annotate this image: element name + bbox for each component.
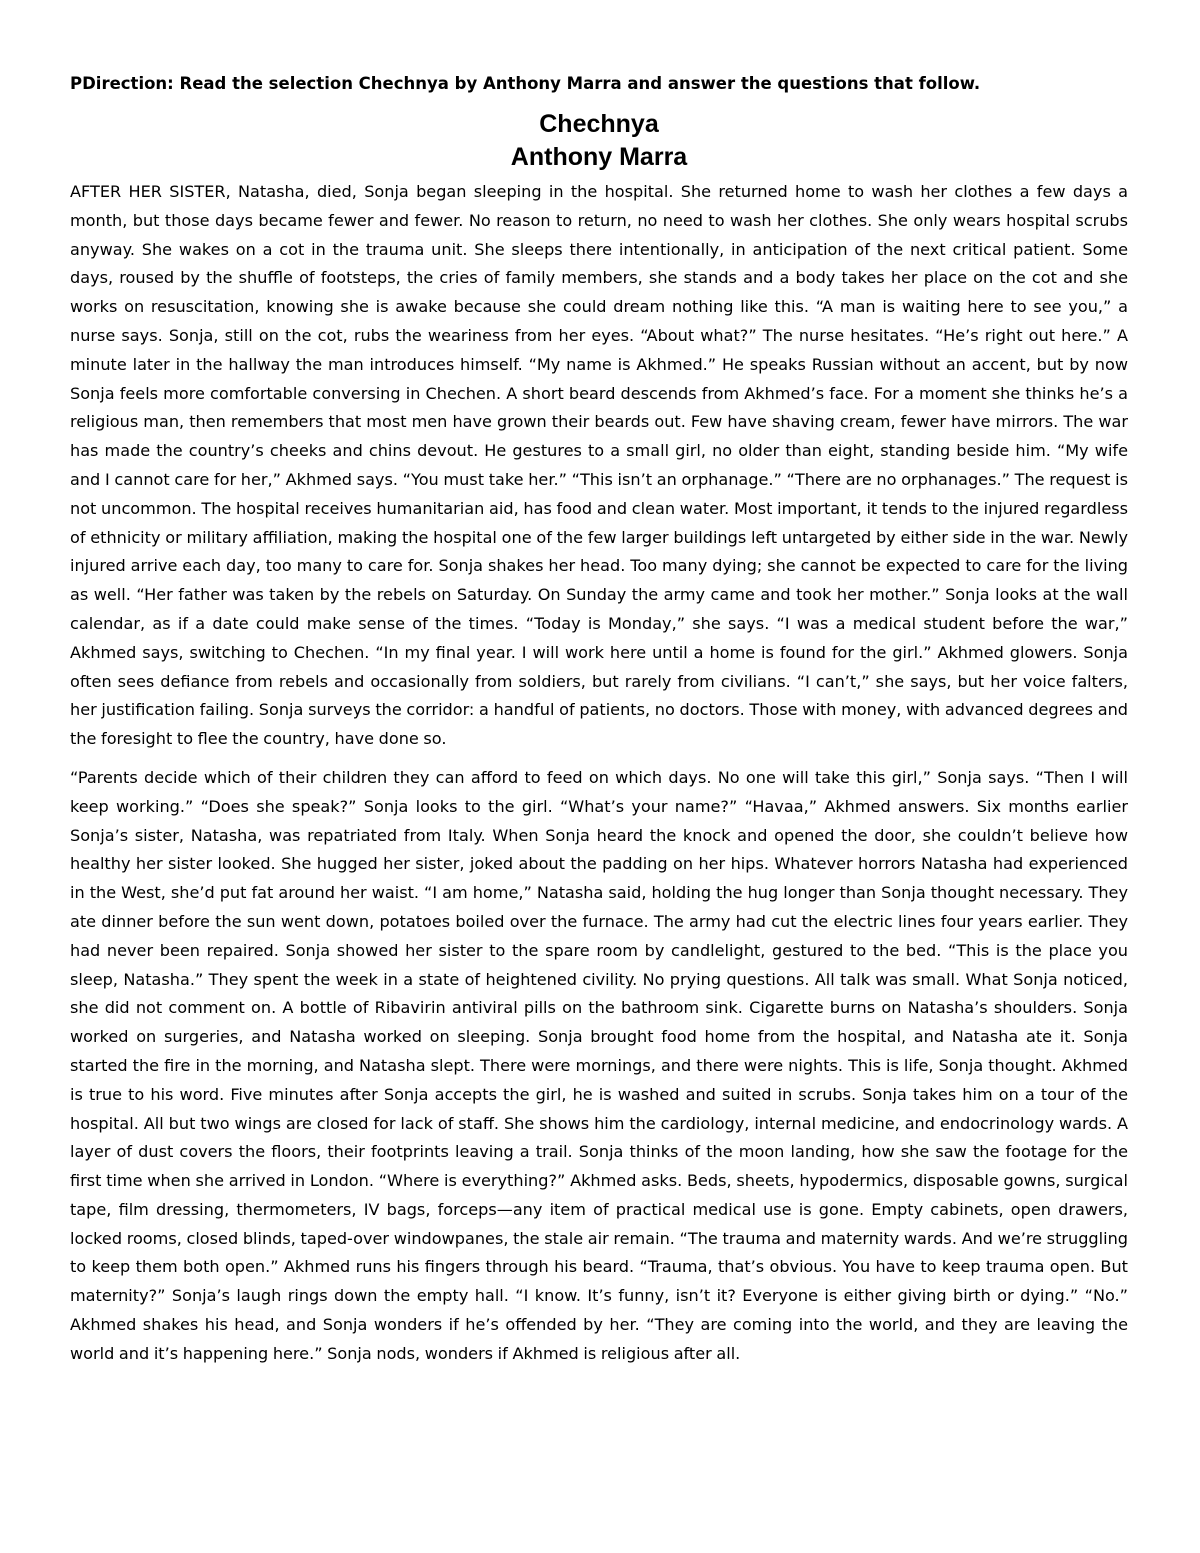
document-page <box>70 72 1128 1379</box>
body-paragraph-1: AFTER HER SISTER, Natasha, died, Sonja began sleeping in the hospital. She returned home to wash her clothes a few days a month, but those days became fewer and fewer. No reason to return, no need to wash her clothes. She only wears hospital scrubs anyway. She wakes on a cot in the trauma unit. She sleeps there intentionally, in anticipation of the next critical patient. Some days, roused by the shuffle of footsteps, the cries of family members, she stands and a body takes her place on the cot and she works on resuscitation, knowing she is awake because she could dream nothing like this. “A man is waiting here to see you,” a nurse says. Sonja, still on the cot, rubs the weariness from her eyes. “About what?” The nurse hesitates. “He’s right out here.” A minute later in the hallway the man introduces himself. “My name is Akhmed.” He speaks Russian without an accent, but by now Sonja feels more comfortable conversing in Chechen. A short beard descends from Akhmed’s face. For a moment she thinks he’s a religious man, then remembers that most men have grown their beards out. Few have shaving cream, fewer have mirrors. The war has made the country’s cheeks and chins devout. He gestures to a small girl, no older than eight, standing beside him. “My wife and I cannot care for her,” Akhmed says. “You must take her.” “This isn’t an orphanage.” “There are no orphanages.” The request is not uncommon. The hospital receives humanitarian aid, has food and clean water. Most important, it tends to the injured regardless of ethnicity or military affiliation, making the hospital one of the few larger buildings left untargeted by either side in the war. Newly injured arrive each day, too many to care for. Sonja shakes her head. Too many dying; she cannot be expected to care for the living as well. “Her father was taken by the rebels on Saturday. On Sunday the army came and took her mother.” Sonja looks at the wall calendar, as if a date could make sense of the times. “Today is Monday,” she says. “I was a medical student before the war,” Akhmed says, switching to Chechen. “In my final year. I will work here until a home is found for the girl.” Akhmed glowers. Sonja often sees defiance from rebels and occasionally from soldiers, but rarely from civilians. “I can’t,” she says, but her voice falters, her justification failing. Sonja surveys the corridor: a handful of patients, no doctors. Those with money, with advanced degrees and the foresight to flee the country, have done so. <box>70 182 1128 749</box>
direction-instruction: PDirection: Read the selection Chechnya by Anthony Marra and answer the questions that follow. <box>70 74 981 93</box>
body-paragraph-2: “Parents decide which of their children they can afford to feed on which days. No one will take this girl,” Sonja says. “Then I will keep working.” “Does she speak?” Sonja looks to the girl. “What’s your name?” “Havaa,” Akhmed answers. Six months earlier Sonja’s sister, Natasha, was repatriated from Italy. When Sonja heard the knock and opened the door, she couldn’t believe how healthy her sister looked. She hugged her sister, joked about the padding on her hips. Whatever horrors Natasha had experienced in the West, she’d put fat around her waist. “I am home,” Natasha said, holding the hug longer than Sonja thought necessary. They ate dinner before the sun went down, potatoes boiled over the furnace. The army had cut the electric lines four years earlier. They had never been repaired. Sonja showed her sister to the spare room by candlelight, gestured to the bed. “This is the place you sleep, Natasha.” They spent the week in a state of heightened civility. No prying questions. All talk was small. What Sonja noticed, she did not comment on. A bottle of Ribavirin antiviral pills on the bathroom sink. Cigarette burns on Natasha’s shoulders. Sonja worked on surgeries, and Natasha worked on sleeping. Sonja brought food home from the hospital, and Natasha ate it. Sonja started the fire in the morning, and Natasha slept. There were mornings, and there were nights. This is life, Sonja thought. Akhmed is true to his word. Five minutes after Sonja accepts the girl, he is washed and suited in scrubs. Sonja takes him on a tour of the hospital. All but two wings are closed for lack of staff. She shows him the cardiology, internal medicine, and endocrinology wards. A layer of dust covers the floors, their footprints leaving a trail. Sonja thinks of the moon landing, how she saw the footage for the first time when she arrived in London. “Where is everything?” Akhmed asks. Beds, sheets, hypodermics, disposable gowns, surgical tape, film dressing, thermometers, IV bags, forceps—any item of practical medical use is gone. Empty cabinets, open drawers, locked rooms, closed blinds, taped-over windowpanes, the stale air remain. “The trauma and maternity wards. And we’re struggling to keep them both open.” Akhmed runs his fingers through his beard. “Trauma, that’s obvious. You have to keep trauma open. But maternity?” Sonja’s laugh rings down the empty hall. “I know. It’s funny, isn’t it? Everyone is either giving birth or dying.” “No.” Akhmed shakes his head, and Sonja wonders if he’s offended by her. “They are coming into the world, and they are leaving the world and it’s happening here.” Sonja nods, wonders if Akhmed is religious after all. <box>70 767 1128 1363</box>
document-title: Chechnya <box>539 110 659 138</box>
document-author: Anthony Marra <box>510 143 688 171</box>
title-block <box>70 108 1128 174</box>
